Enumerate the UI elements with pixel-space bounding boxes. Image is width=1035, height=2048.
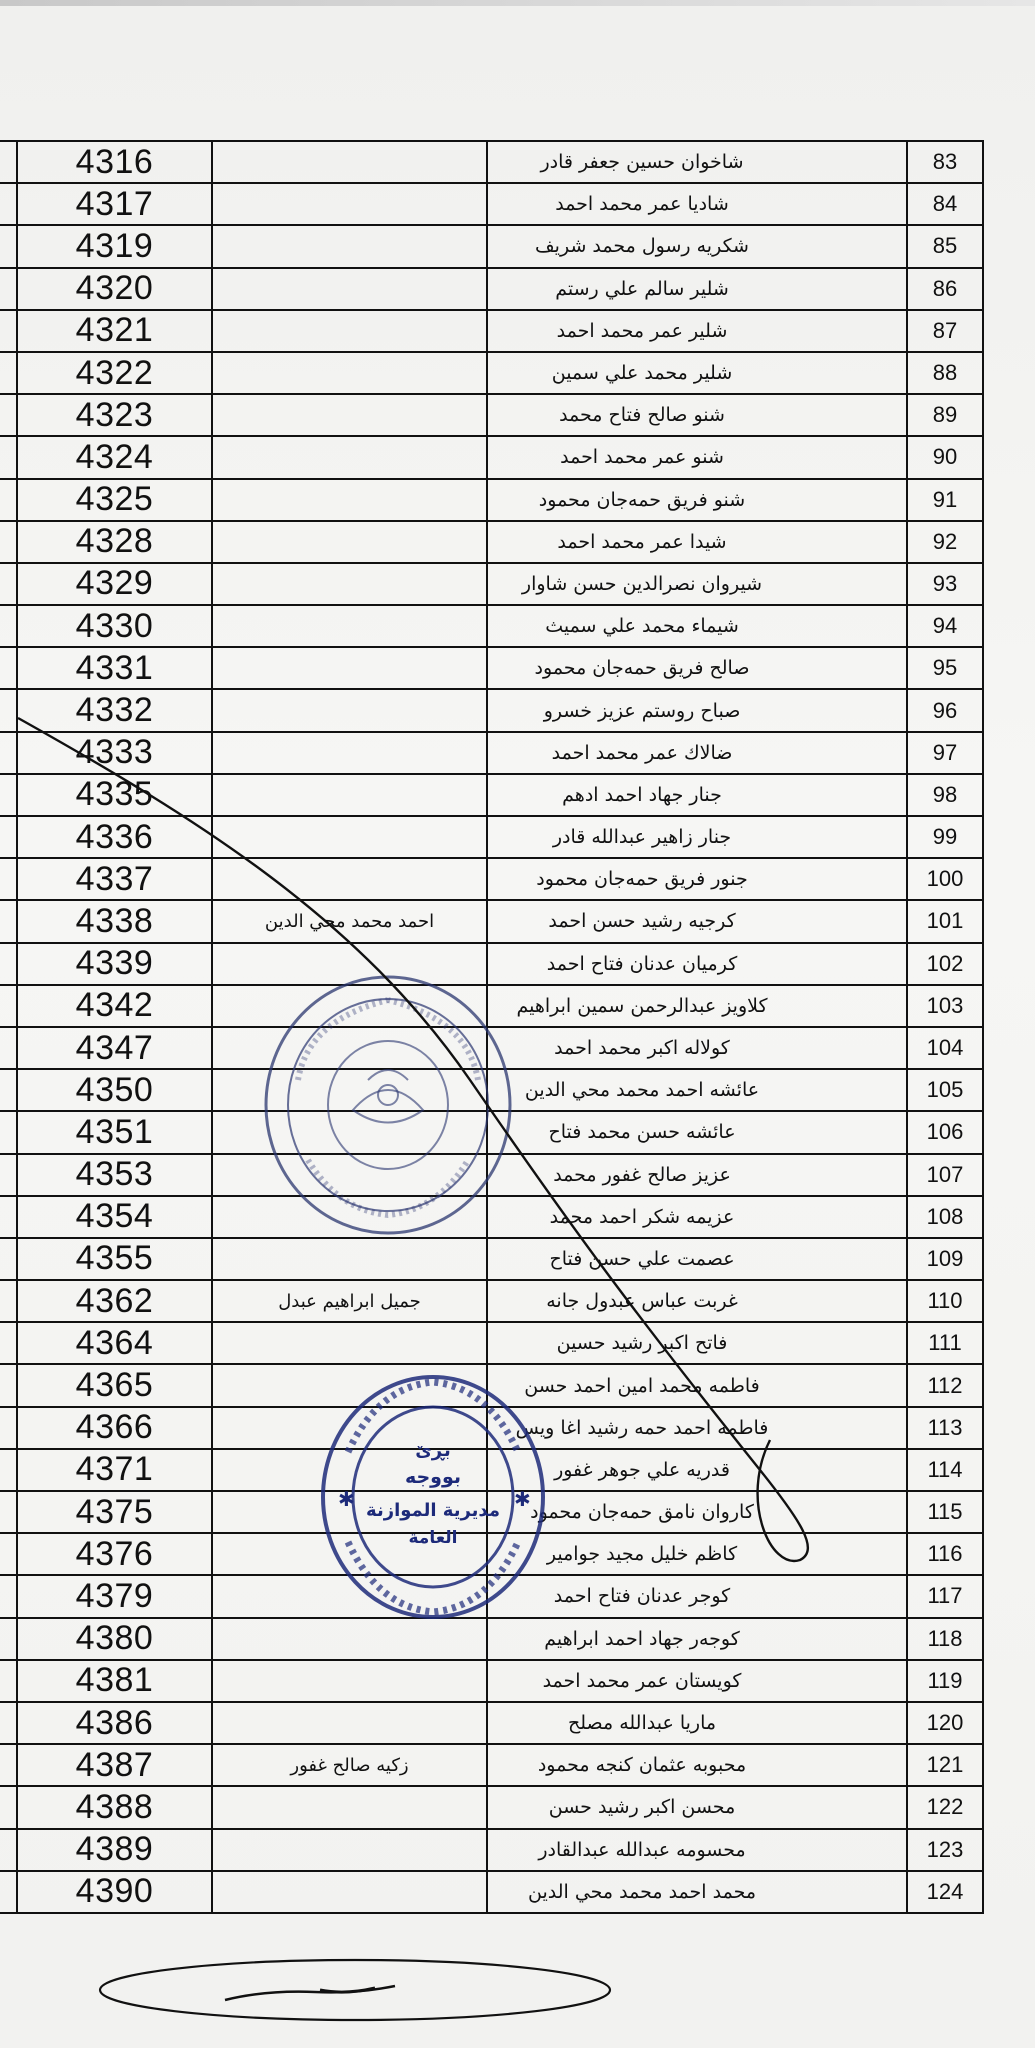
row-edge-cell [0, 606, 18, 646]
name-cell: ماريا عبدالله مصلح [488, 1703, 908, 1743]
code-cell: 4386 [18, 1703, 213, 1743]
row-edge-cell [0, 1576, 18, 1616]
code-cell: 4388 [18, 1787, 213, 1827]
table-row [0, 1323, 984, 1365]
name-cell: فاطمه محمد امين احمد حسن [488, 1365, 908, 1405]
serial-number-cell: 107 [908, 1155, 984, 1195]
serial-number-cell: 95 [908, 648, 984, 688]
serial-number-cell: 124 [908, 1872, 984, 1912]
row-edge-cell [0, 1155, 18, 1195]
row-edge-cell [0, 353, 18, 393]
code-cell: 4375 [18, 1492, 213, 1532]
name-cell: شلير عمر محمد احمد [488, 311, 908, 351]
signature-icon [95, 1950, 615, 2030]
row-edge-cell [0, 522, 18, 562]
serial-number-cell: 117 [908, 1576, 984, 1616]
row-edge-cell [0, 986, 18, 1026]
row-edge-cell [0, 142, 18, 182]
serial-number-cell: 91 [908, 480, 984, 520]
serial-number-cell: 113 [908, 1408, 984, 1448]
row-edge-cell [0, 1408, 18, 1448]
row-edge-cell [0, 1534, 18, 1574]
table-row [0, 733, 984, 775]
serial-number-cell: 88 [908, 353, 984, 393]
table-row [0, 226, 984, 268]
name-cell: فاطمه احمد حمه رشيد اغا ويس [488, 1408, 908, 1448]
serial-number-cell: 121 [908, 1745, 984, 1785]
name-cell: كوجه‌ر جهاد احمد ابراهيم [488, 1619, 908, 1659]
code-cell: 4355 [18, 1239, 213, 1279]
table-row [0, 1661, 984, 1703]
name-cell: جنار جهاد احمد ادهم [488, 775, 908, 815]
guardian-name-cell [213, 395, 488, 435]
table-row [0, 648, 984, 690]
serial-number-cell: 100 [908, 859, 984, 899]
serial-number-cell: 120 [908, 1703, 984, 1743]
serial-number-cell: 92 [908, 522, 984, 562]
guardian-name-cell [213, 1872, 488, 1912]
row-edge-cell [0, 437, 18, 477]
row-edge-cell [0, 1323, 18, 1363]
name-cell: كويستان عمر محمد احمد [488, 1661, 908, 1701]
serial-number-cell: 84 [908, 184, 984, 224]
row-edge-cell [0, 1450, 18, 1490]
name-cell: شنو فريق حمه‌جان محمود [488, 480, 908, 520]
name-cell: شيروان نصرالدين حسن شاوار [488, 564, 908, 604]
code-cell: 4316 [18, 142, 213, 182]
serial-number-cell: 87 [908, 311, 984, 351]
code-cell: 4362 [18, 1281, 213, 1321]
row-edge-cell [0, 1661, 18, 1701]
guardian-name-cell [213, 269, 488, 309]
name-cell: ضالاك عمر محمد احمد [488, 733, 908, 773]
code-cell: 4317 [18, 184, 213, 224]
code-cell: 4320 [18, 269, 213, 309]
name-cell: شيماء محمد علي سميث [488, 606, 908, 646]
name-cell: عزيز صالح غفور محمد [488, 1155, 908, 1195]
stamp-line-1: بڕێ [415, 1440, 451, 1461]
guardian-name-cell [213, 184, 488, 224]
table-row [0, 395, 984, 437]
name-cell: عزيمه شكر احمد محمد [488, 1197, 908, 1237]
code-cell: 4380 [18, 1619, 213, 1659]
row-edge-cell [0, 1070, 18, 1110]
row-edge-cell [0, 690, 18, 730]
name-cell: محسومه عبدالله عبدالقادر [488, 1830, 908, 1870]
row-edge-cell [0, 648, 18, 688]
serial-number-cell: 103 [908, 986, 984, 1026]
code-cell: 4371 [18, 1450, 213, 1490]
serial-number-cell: 111 [908, 1323, 984, 1363]
code-cell: 4376 [18, 1534, 213, 1574]
guardian-name-cell [213, 606, 488, 646]
guardian-name-cell [213, 480, 488, 520]
row-edge-cell [0, 775, 18, 815]
name-cell: محسن اكبر رشيد حسن [488, 1787, 908, 1827]
guardian-name-cell [213, 1703, 488, 1743]
name-cell: صباح روستم عزيز خسرو [488, 690, 908, 730]
name-cell: محمد احمد محمد محي الدين [488, 1872, 908, 1912]
name-cell: شيدا عمر محمد احمد [488, 522, 908, 562]
guardian-name-cell [213, 1661, 488, 1701]
table-row [0, 480, 984, 522]
table-row [0, 522, 984, 564]
code-cell: 4329 [18, 564, 213, 604]
table-row [0, 817, 984, 859]
name-cell: عائشه احمد محمد محي الدين [488, 1070, 908, 1110]
stamp-line-2: بووجه [404, 1466, 462, 1488]
serial-number-cell: 93 [908, 564, 984, 604]
code-cell: 4350 [18, 1070, 213, 1110]
row-edge-cell [0, 1365, 18, 1405]
row-edge-cell [0, 395, 18, 435]
guardian-name-cell [213, 648, 488, 688]
guardian-name-cell [213, 1239, 488, 1279]
stamp-line-3: مديرية الموازنة [366, 1500, 500, 1521]
table-row [0, 437, 984, 479]
guardian-name-cell [213, 1830, 488, 1870]
row-edge-cell [0, 733, 18, 773]
guardian-name-cell [213, 353, 488, 393]
name-cell: عصمت علي حسن فتاح [488, 1239, 908, 1279]
row-edge-cell [0, 226, 18, 266]
table-row [0, 1830, 984, 1872]
serial-number-cell: 122 [908, 1787, 984, 1827]
code-cell: 4354 [18, 1197, 213, 1237]
serial-number-cell: 110 [908, 1281, 984, 1321]
budget-directorate-stamp [318, 1372, 548, 1622]
guardian-name-cell [213, 859, 488, 899]
row-edge-cell [0, 564, 18, 604]
name-cell: عائشه حسن محمد فتاح [488, 1112, 908, 1152]
code-cell: 4323 [18, 395, 213, 435]
row-edge-cell [0, 1703, 18, 1743]
row-edge-cell [0, 859, 18, 899]
table-row [0, 311, 984, 353]
name-cell: جنور فريق حمه‌جان محمود [488, 859, 908, 899]
table-row [0, 606, 984, 648]
table-row [0, 1703, 984, 1745]
name-cell: محبوبه عثمان كنجه محمود [488, 1745, 908, 1785]
row-edge-cell [0, 311, 18, 351]
table-row [0, 564, 984, 606]
table-row [0, 353, 984, 395]
name-cell: كاظم خليل مجيد جوامير [488, 1534, 908, 1574]
row-edge-cell [0, 944, 18, 984]
guardian-name-cell [213, 564, 488, 604]
serial-number-cell: 99 [908, 817, 984, 857]
name-cell: فاتح اكبر رشيد حسين [488, 1323, 908, 1363]
code-cell: 4324 [18, 437, 213, 477]
row-edge-cell [0, 1197, 18, 1237]
stamp-line-4: العامة [408, 1528, 458, 1548]
row-edge-cell [0, 1281, 18, 1321]
name-cell: شكريه رسول محمد شريف [488, 226, 908, 266]
serial-number-cell: 101 [908, 901, 984, 941]
code-cell: 4330 [18, 606, 213, 646]
svg-text:✱: ✱ [514, 1487, 531, 1511]
guardian-name-cell [213, 1323, 488, 1363]
code-cell: 4338 [18, 901, 213, 941]
guardian-name-cell [213, 142, 488, 182]
table-row [0, 269, 984, 311]
table-row [0, 775, 984, 817]
guardian-name-cell [213, 733, 488, 773]
serial-number-cell: 86 [908, 269, 984, 309]
table-row [0, 859, 984, 901]
serial-number-cell: 106 [908, 1112, 984, 1152]
row-edge-cell [0, 1872, 18, 1912]
name-cell: صالح فريق حمه‌جان محمود [488, 648, 908, 688]
serial-number-cell: 109 [908, 1239, 984, 1279]
guardian-name-cell [213, 522, 488, 562]
name-cell: كولاله اكبر محمد احمد [488, 1028, 908, 1068]
guardian-name-cell [213, 311, 488, 351]
name-cell: كرميان عدنان فتاح احمد [488, 944, 908, 984]
serial-number-cell: 90 [908, 437, 984, 477]
row-edge-cell [0, 1830, 18, 1870]
ministry-stamp-upper-icon [258, 970, 518, 1240]
code-cell: 4325 [18, 480, 213, 520]
row-edge-cell [0, 1028, 18, 1068]
name-cell: شنو عمر محمد احمد [488, 437, 908, 477]
stamp-ring-icon [318, 1372, 548, 1622]
guardian-name-cell [213, 817, 488, 857]
row-edge-cell [0, 901, 18, 941]
table-row [0, 901, 984, 943]
name-cell: شاديا عمر محمد احمد [488, 184, 908, 224]
code-cell: 4319 [18, 226, 213, 266]
svg-text:✱: ✱ [338, 1487, 355, 1511]
serial-number-cell: 104 [908, 1028, 984, 1068]
serial-number-cell: 116 [908, 1534, 984, 1574]
row-edge-cell [0, 1619, 18, 1659]
row-edge-cell [0, 1112, 18, 1152]
name-cell: قدريه علي جوهر غفور [488, 1450, 908, 1490]
code-cell: 4332 [18, 690, 213, 730]
code-cell: 4339 [18, 944, 213, 984]
code-cell: 4381 [18, 1661, 213, 1701]
serial-number-cell: 83 [908, 142, 984, 182]
serial-number-cell: 115 [908, 1492, 984, 1532]
code-cell: 4389 [18, 1830, 213, 1870]
row-edge-cell [0, 817, 18, 857]
table-row [0, 1239, 984, 1281]
name-cell: شلير سالم علي رستم [488, 269, 908, 309]
table-row [0, 1281, 984, 1323]
serial-number-cell: 108 [908, 1197, 984, 1237]
row-edge-cell [0, 269, 18, 309]
code-cell: 4353 [18, 1155, 213, 1195]
serial-number-cell: 97 [908, 733, 984, 773]
name-cell: كاروان نامق حمه‌جان محمود [488, 1492, 908, 1532]
serial-number-cell: 94 [908, 606, 984, 646]
serial-number-cell: 123 [908, 1830, 984, 1870]
serial-number-cell: 98 [908, 775, 984, 815]
table-row [0, 690, 984, 732]
code-cell: 4337 [18, 859, 213, 899]
code-cell: 4390 [18, 1872, 213, 1912]
name-cell: كلاويز عبدالرحمن سمين ابراهيم [488, 986, 908, 1026]
name-cell: شاخوان حسين جعفر قادر [488, 142, 908, 182]
code-cell: 4322 [18, 353, 213, 393]
code-cell: 4333 [18, 733, 213, 773]
code-cell: 4336 [18, 817, 213, 857]
table-row [0, 1619, 984, 1661]
serial-number-cell: 102 [908, 944, 984, 984]
code-cell: 4328 [18, 522, 213, 562]
guardian-name-cell [213, 1787, 488, 1827]
name-cell: كرجيه رشيد حسن احمد [488, 901, 908, 941]
row-edge-cell [0, 1239, 18, 1279]
guardian-name-cell [213, 690, 488, 730]
serial-number-cell: 89 [908, 395, 984, 435]
guardian-name-cell [213, 437, 488, 477]
code-cell: 4365 [18, 1365, 213, 1405]
code-cell: 4364 [18, 1323, 213, 1363]
code-cell: 4379 [18, 1576, 213, 1616]
serial-number-cell: 85 [908, 226, 984, 266]
table-row [0, 142, 984, 184]
serial-number-cell: 105 [908, 1070, 984, 1110]
serial-number-cell: 118 [908, 1619, 984, 1659]
table-row [0, 1745, 984, 1787]
code-cell: 4331 [18, 648, 213, 688]
code-cell: 4335 [18, 775, 213, 815]
row-edge-cell [0, 1492, 18, 1532]
table-row [0, 1872, 984, 1914]
table-row [0, 1787, 984, 1829]
guardian-name-cell [213, 775, 488, 815]
code-cell: 4351 [18, 1112, 213, 1152]
guardian-name-cell: زكيه صالح غفور [213, 1745, 488, 1785]
row-edge-cell [0, 1787, 18, 1827]
code-cell: 4387 [18, 1745, 213, 1785]
name-cell: شلير محمد علي سمين [488, 353, 908, 393]
guardian-name-cell [213, 226, 488, 266]
serial-number-cell: 112 [908, 1365, 984, 1405]
name-cell: غربت عباس عبدول جانه [488, 1281, 908, 1321]
top-edge [0, 0, 1035, 6]
name-cell: شنو صالح فتاح محمد [488, 395, 908, 435]
name-cell: كوجر عدنان فتاح احمد [488, 1576, 908, 1616]
code-cell: 4342 [18, 986, 213, 1026]
guardian-name-cell: احمد محمد محي الدين [213, 901, 488, 941]
table-row [0, 184, 984, 226]
code-cell: 4347 [18, 1028, 213, 1068]
row-edge-cell [0, 1745, 18, 1785]
code-cell: 4366 [18, 1408, 213, 1448]
name-cell: جنار زاهير عبدالله قادر [488, 817, 908, 857]
row-edge-cell [0, 184, 18, 224]
serial-number-cell: 96 [908, 690, 984, 730]
serial-number-cell: 114 [908, 1450, 984, 1490]
guardian-name-cell [213, 1619, 488, 1659]
row-edge-cell [0, 480, 18, 520]
serial-number-cell: 119 [908, 1661, 984, 1701]
guardian-name-cell: جميل ابراهيم عبدل [213, 1281, 488, 1321]
code-cell: 4321 [18, 311, 213, 351]
